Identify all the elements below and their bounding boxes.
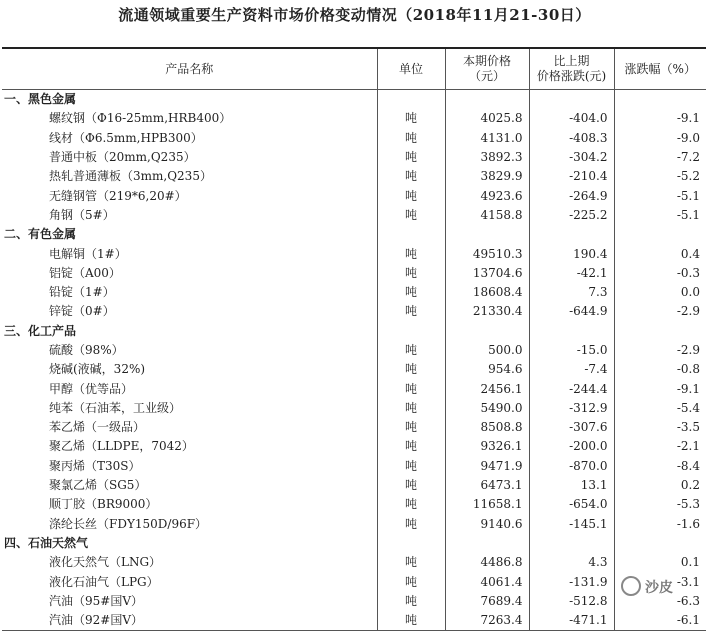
current-price-cell: 7263.4	[445, 611, 529, 631]
table-body	[2, 90, 706, 631]
change-percent-cell: -2.9	[614, 341, 706, 360]
change-percent-cell: -9.1	[614, 109, 706, 128]
current-price-cell: 4025.8	[445, 109, 529, 128]
product-name-cell: 角钢（5#）	[49, 207, 115, 222]
unit-cell: 吨	[377, 553, 445, 572]
unit-cell: 吨	[377, 495, 445, 514]
product-name-cell: 聚乙烯（LLDPE，7042）	[49, 439, 194, 454]
table-row	[2, 457, 706, 476]
table-row	[2, 553, 706, 572]
current-price-cell	[445, 322, 529, 341]
change-percent-cell	[614, 322, 706, 341]
product-name-cell: 四、石油天然气	[4, 535, 89, 550]
unit-cell	[377, 322, 445, 341]
unit-cell: 吨	[377, 457, 445, 476]
current-price-cell: 7689.4	[445, 592, 529, 611]
change-percent-cell: -2.9	[614, 302, 706, 321]
header-product-name: 产品名称	[2, 48, 377, 90]
page-title: 流通领域重要生产资料市场价格变动情况（2018年11月21-30日）	[118, 6, 591, 24]
product-name-cell: 热轧普通薄板（3mm,Q235）	[49, 169, 212, 184]
table-row	[2, 129, 706, 148]
change-percent-cell: -2.1	[614, 437, 706, 456]
table-row	[2, 418, 706, 437]
unit-cell: 吨	[377, 244, 445, 263]
change-percent-cell: -5.2	[614, 167, 706, 186]
unit-cell: 吨	[377, 264, 445, 283]
watermark	[621, 576, 673, 597]
change-percent-cell	[614, 534, 706, 553]
table-row	[2, 515, 706, 534]
unit-cell: 吨	[377, 515, 445, 534]
price-change-cell: 190.4	[529, 244, 614, 263]
change-percent-cell: -5.4	[614, 399, 706, 418]
price-change-cell	[529, 90, 614, 110]
product-name-cell: 电解铜（1#）	[49, 246, 127, 261]
unit-cell: 吨	[377, 418, 445, 437]
price-change-cell: 13.1	[529, 476, 614, 495]
product-name-cell: 甲醇（优等品）	[49, 381, 134, 396]
change-percent-cell: -1.6	[614, 515, 706, 534]
price-change-cell: -644.9	[529, 302, 614, 321]
change-percent-cell: 0.1	[614, 553, 706, 572]
product-name-cell: 一、黑色金属	[4, 92, 77, 107]
current-price-cell	[445, 90, 529, 110]
category-row	[2, 534, 706, 553]
header-current-price-line1: 本期价格	[462, 54, 511, 68]
change-percent-cell: -0.8	[614, 360, 706, 379]
unit-cell: 吨	[377, 109, 445, 128]
table-row	[2, 611, 706, 631]
price-change-cell: -210.4	[529, 167, 614, 186]
current-price-cell: 6473.1	[445, 476, 529, 495]
current-price-cell: 13704.6	[445, 264, 529, 283]
current-price-cell: 3829.9	[445, 167, 529, 186]
current-price-cell: 4486.8	[445, 553, 529, 572]
price-change-cell: -870.0	[529, 457, 614, 476]
header-current-price-line2: （元）	[468, 69, 505, 83]
product-name-cell: 线材（Φ6.5mm,HPB300）	[49, 130, 203, 145]
unit-cell: 吨	[377, 592, 445, 611]
table-row	[2, 264, 706, 283]
product-name-cell: 苯乙烯（一级品）	[49, 420, 146, 435]
table-row	[2, 360, 706, 379]
price-change-cell: -131.9	[529, 572, 614, 591]
product-name-cell: 螺纹钢（Φ16-25mm,HRB400）	[49, 111, 232, 126]
table-row	[2, 186, 706, 205]
product-name-cell: 聚丙烯（T30S）	[49, 458, 141, 473]
table-row	[2, 109, 706, 128]
product-name-cell: 铝锭（A00）	[49, 265, 121, 280]
unit-cell: 吨	[377, 206, 445, 225]
product-name-cell: 液化天然气（LNG）	[49, 555, 162, 570]
product-name-cell: 铅锭（1#）	[49, 285, 115, 300]
unit-cell	[377, 90, 445, 110]
unit-cell: 吨	[377, 186, 445, 205]
product-name-cell: 汽油（95#国Ⅴ）	[49, 593, 143, 608]
price-change-cell	[529, 322, 614, 341]
price-change-cell: -654.0	[529, 495, 614, 514]
current-price-cell: 21330.4	[445, 302, 529, 321]
product-name-cell: 三、化工产品	[4, 323, 77, 338]
table-row	[2, 572, 706, 591]
current-price-cell: 4131.0	[445, 129, 529, 148]
price-change-cell: -307.6	[529, 418, 614, 437]
current-price-cell: 3892.3	[445, 148, 529, 167]
change-percent-cell: -9.0	[614, 129, 706, 148]
table-row	[2, 283, 706, 302]
table-row	[2, 244, 706, 263]
price-change-cell: -145.1	[529, 515, 614, 534]
change-percent-cell: -6.3	[614, 592, 706, 611]
price-change-cell: -225.2	[529, 206, 614, 225]
change-percent-cell: 0.2	[614, 476, 706, 495]
change-percent-cell: -5.1	[614, 206, 706, 225]
price-change-cell: 4.3	[529, 553, 614, 572]
price-change-cell: -512.8	[529, 592, 614, 611]
price-change-cell: -200.0	[529, 437, 614, 456]
table-row	[2, 495, 706, 514]
price-change-cell: -264.9	[529, 186, 614, 205]
change-percent-cell: -3.5	[614, 418, 706, 437]
price-change-cell: -408.3	[529, 129, 614, 148]
change-percent-cell: 0.0	[614, 283, 706, 302]
current-price-cell: 49510.3	[445, 244, 529, 263]
category-row	[2, 225, 706, 244]
current-price-cell: 954.6	[445, 360, 529, 379]
product-name-cell: 纯苯（石油苯，工业级）	[49, 400, 182, 415]
unit-cell: 吨	[377, 283, 445, 302]
unit-cell: 吨	[377, 399, 445, 418]
unit-cell	[377, 225, 445, 244]
current-price-cell: 9140.6	[445, 515, 529, 534]
unit-cell: 吨	[377, 379, 445, 398]
unit-cell: 吨	[377, 129, 445, 148]
product-name-cell: 锌锭（0#）	[49, 304, 115, 319]
price-change-cell: -7.4	[529, 360, 614, 379]
current-price-cell	[445, 534, 529, 553]
table-row	[2, 379, 706, 398]
price-change-cell: -471.1	[529, 611, 614, 631]
table-row	[2, 302, 706, 321]
current-price-cell: 500.0	[445, 341, 529, 360]
product-name-cell: 液化石油气（LPG）	[49, 574, 159, 589]
product-name-cell: 聚氯乙烯（SG5）	[49, 478, 147, 493]
unit-cell: 吨	[377, 167, 445, 186]
wechat-logo-icon	[621, 576, 641, 596]
header-price-change-line1: 比上期	[553, 54, 590, 68]
product-name-cell: 涤纶长丝（FDY150D/96F）	[49, 516, 208, 531]
table-row	[2, 437, 706, 456]
table-row	[2, 399, 706, 418]
change-percent-cell: -0.3	[614, 264, 706, 283]
price-change-cell: 7.3	[529, 283, 614, 302]
current-price-cell: 9471.9	[445, 457, 529, 476]
current-price-cell: 9326.1	[445, 437, 529, 456]
product-name-cell: 硫酸（98%）	[49, 343, 124, 357]
table-row	[2, 476, 706, 495]
product-name-cell: 普通中板（20mm,Q235）	[49, 150, 196, 165]
change-percent-cell: -9.1	[614, 379, 706, 398]
change-percent-cell: 0.4	[614, 244, 706, 263]
category-row	[2, 90, 706, 110]
header-current-price	[445, 48, 529, 90]
watermark-text: 沙皮	[645, 580, 673, 596]
price-change-cell: -404.0	[529, 109, 614, 128]
unit-cell: 吨	[377, 437, 445, 456]
header-price-change-line2: 价格涨跌(元)	[536, 69, 607, 83]
unit-cell	[377, 534, 445, 553]
product-name-cell: 顺丁胶（BR9000）	[49, 497, 158, 512]
current-price-cell: 8508.8	[445, 418, 529, 437]
current-price-cell: 5490.0	[445, 399, 529, 418]
current-price-cell: 2456.1	[445, 379, 529, 398]
price-table	[2, 47, 706, 631]
header-change-percent: 涨跌幅（%）	[614, 48, 706, 90]
unit-cell: 吨	[377, 341, 445, 360]
current-price-cell: 4158.8	[445, 206, 529, 225]
table-row	[2, 167, 706, 186]
product-name-cell: 汽油（92#国Ⅴ）	[2, 611, 377, 631]
price-change-cell: -42.1	[529, 264, 614, 283]
header-row	[2, 48, 706, 90]
product-name-cell: 烧碱(液碱，32%)	[49, 362, 146, 377]
price-change-cell: -312.9	[529, 399, 614, 418]
unit-cell: 吨	[377, 572, 445, 591]
table-row	[2, 148, 706, 167]
current-price-cell	[445, 225, 529, 244]
product-name-cell: 无缝钢管（219*6,20#）	[49, 188, 187, 203]
change-percent-cell: -6.1	[614, 611, 706, 631]
price-change-cell	[529, 225, 614, 244]
header-unit: 单位	[377, 48, 445, 90]
current-price-cell: 11658.1	[445, 495, 529, 514]
change-percent-cell: -8.4	[614, 457, 706, 476]
current-price-cell: 4923.6	[445, 186, 529, 205]
header-price-change	[529, 48, 614, 90]
unit-cell: 吨	[377, 476, 445, 495]
table-row	[2, 341, 706, 360]
table-row	[2, 206, 706, 225]
change-percent-cell	[614, 225, 706, 244]
unit-cell: 吨	[377, 302, 445, 321]
price-change-cell: -15.0	[529, 341, 614, 360]
current-price-cell: 18608.4	[445, 283, 529, 302]
change-percent-cell: -7.2	[614, 148, 706, 167]
change-percent-cell: -5.1	[614, 186, 706, 205]
price-change-cell	[529, 534, 614, 553]
price-change-cell: -244.4	[529, 379, 614, 398]
unit-cell: 吨	[377, 360, 445, 379]
category-row	[2, 322, 706, 341]
change-percent-cell: -3.1	[614, 572, 706, 591]
unit-cell: 吨	[377, 611, 445, 631]
price-change-cell: -304.2	[529, 148, 614, 167]
table-row	[2, 592, 706, 611]
change-percent-cell: -5.3	[614, 495, 706, 514]
unit-cell: 吨	[377, 148, 445, 167]
current-price-cell: 4061.4	[445, 572, 529, 591]
change-percent-cell	[614, 90, 706, 110]
product-name-cell: 二、有色金属	[4, 227, 77, 242]
